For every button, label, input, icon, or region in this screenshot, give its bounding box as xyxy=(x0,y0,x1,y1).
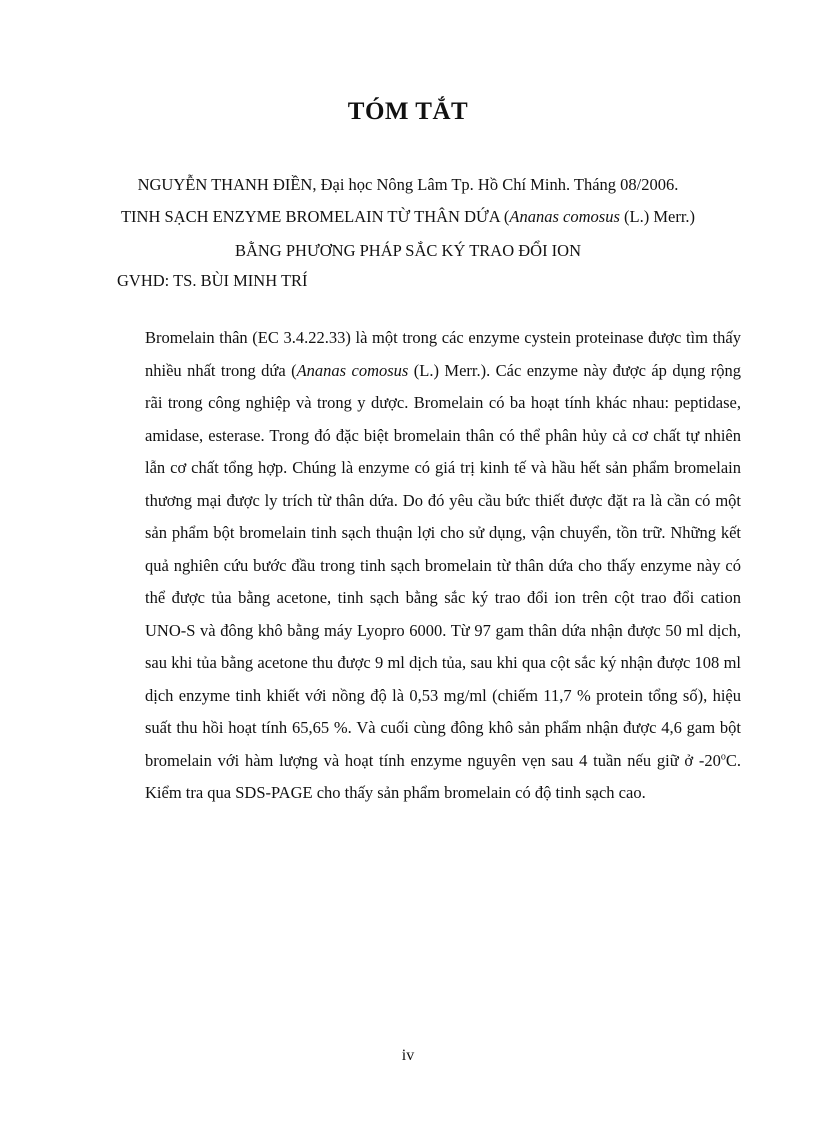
abstract-text-1: Bromelain thân (EC 3.4.22.33) là một trong các enzyme cystein proteinase được tìm thấy nhiều nhất trong dứa ( xyxy=(145,328,741,380)
supervisor-line: GVHD: TS. BÙI MINH TRÍ xyxy=(117,271,308,290)
thesis-title-line-2: BẰNG PHƯƠNG PHÁP SẮC KÝ TRAO ĐỔI ION xyxy=(234,241,582,260)
thesis-title-line-1 xyxy=(0,207,816,227)
abstract-species-name: Ananas comosus xyxy=(296,360,409,380)
abstract-paragraph xyxy=(145,322,741,810)
degree-superscript: o xyxy=(720,751,726,762)
author-line: NGUYỄN THANH ĐIỀN, Đại học Nông Lâm Tp. Hồ Chí Minh. Tháng 08/2006. xyxy=(137,175,679,194)
page-number: iv xyxy=(401,1047,415,1064)
thesis-title-text-end: (L.) Merr.) xyxy=(619,207,696,226)
thesis-title-text: TINH SẠCH ENZYME BROMELAIN TỪ THÂN DỨA ( xyxy=(120,207,510,226)
page-title: TÓM TẮT xyxy=(347,98,469,125)
species-name: Ananas comosus xyxy=(509,207,620,226)
abstract-text-2: (L.) Merr.). Các enzyme này được áp dụng rộng rãi trong công nghiệp và trong y dược. Bromelain có ba hoạt tính khác nhau: peptidase, amidase, esterase. Trong đó đặc biệt bromelain thân có thể phân hủy cả cơ chất tự nhiên lẫn cơ chất tổng hợp. Chúng là enzyme có giá trị kinh tế và hầu hết sản phẩm bromelain thương mại được ly trích từ thân dứa. Do đó yêu cầu bức thiết được đặt ra là cần có một sản phẩm bột bromelain tinh sạch thuận lợi cho sử dụng, vận chuyển, tồn trữ. Những kết quả nghiên cứu bước đầu trong tinh sạch bromelain từ thân dứa cho thấy enzyme này có thể được tủa bằng acetone, tinh sạch bằng sắc ký trao đổi ion trên cột trao đổi cation UNO-S và đông khô bằng máy Lyopro 6000. Từ 97 gam thân dứa nhận được 50 ml dịch, sau khi tủa bằng acetone thu được 9 ml dịch tủa, sau khi qua cột sắc ký nhận được 108 ml dịch enzyme tinh khiết với nồng độ là 0,53 mg/ml (chiếm 11,7 % protein tổng số), hiệu suất thu hồi hoạt tính 65,65 %. Và cuối cùng đông khô sản phẩm nhận được 4,6 gam bột bromelain với hàm lượng và hoạt tính enzyme nguyên vẹn sau 4 tuần nếu giữ ở -20 xyxy=(145,360,741,770)
abstract-text-3: C. Kiểm tra qua SDS-PAGE cho thấy sản phẩm bromelain có độ tinh sạch cao. xyxy=(145,750,741,802)
